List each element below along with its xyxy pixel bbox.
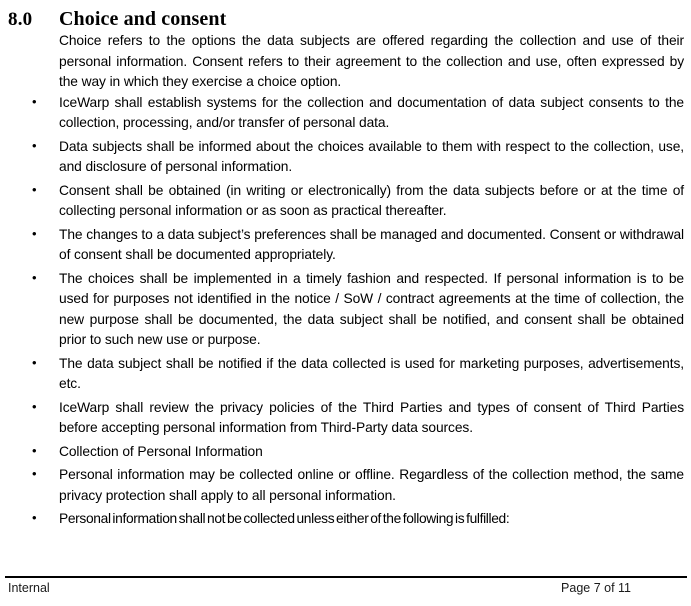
bullet-text: The changes to a data subject’s preferences shall be managed and documented. Consent or withdrawal of consent shall be documented appropriately. — [59, 226, 684, 262]
bullet-icon: • — [32, 269, 37, 285]
bullet-icon: • — [32, 510, 37, 525]
list-item — [32, 269, 684, 351]
section-number: 8.0 — [8, 9, 33, 30]
bullet-icon: • — [32, 442, 37, 458]
bullet-icon: • — [32, 181, 37, 197]
bullet-text: Collection of Personal Information — [59, 443, 263, 459]
section-content — [32, 31, 684, 533]
bullet-icon: • — [32, 93, 37, 109]
bullet-icon: • — [32, 466, 37, 481]
footer-classification: Internal — [8, 581, 50, 595]
list-item — [32, 442, 684, 463]
page-footer — [5, 576, 687, 598]
footer-page-number: Page 7 of 11 — [561, 581, 631, 595]
list-item — [32, 93, 684, 134]
list-item — [32, 465, 684, 506]
bullet-text: IceWarp shall establish systems for the collection and documentation of data subject consents to the collection, processing, and/or transfer of personal data. — [59, 94, 684, 130]
bullet-text: Consent shall be obtained (in writing or electronically) from the data subjects before or at the time of collecting personal information or as soon as practical thereafter. — [59, 182, 684, 218]
bullet-text: Personal information shall not be collected unless either of the following is fulfilled: — [59, 511, 510, 526]
list-item — [32, 181, 684, 222]
bullet-icon: • — [32, 354, 37, 370]
bullet-text: Data subjects shall be informed about the choices available to them with respect to the collection, use, and disclosure of personal information. — [59, 138, 684, 174]
bullet-icon: • — [32, 225, 37, 241]
list-item — [32, 137, 684, 178]
footer-row — [5, 578, 687, 598]
list-item — [32, 225, 684, 266]
bullet-text: IceWarp shall review the privacy policies of the Third Parties and types of consent of Third Parties before accepting personal information from Third-Party data sources. — [59, 399, 684, 435]
bullet-list — [32, 93, 684, 530]
intro-paragraph: Choice refers to the options the data subjects are offered regarding the collection and use of their personal information. Consent refers to their agreement to the collection and use, often expressed by the way in which they exercise a choice option. — [59, 33, 684, 89]
bullet-text: Personal information may be collected online or offline. Regardless of the collection method, the same privacy protection shall apply to all personal information. — [59, 467, 684, 503]
list-item — [32, 509, 684, 530]
list-item — [32, 354, 684, 395]
list-item — [32, 398, 684, 439]
section-title: Choice and consent — [59, 8, 227, 30]
section-heading — [8, 8, 684, 31]
bullet-icon: • — [32, 137, 37, 153]
bullet-icon: • — [32, 398, 37, 414]
bullet-text: The choices shall be implemented in a timely fashion and respected. If personal information is to be used for purposes not identified in the notice / SoW / contract agreements at the time of collection, the new purpose shall be documented, the data subject shall be notified, and consent shall be obtained prior to such new use or purpose. — [59, 270, 684, 347]
bullet-text: The data subject shall be notified if the data collected is used for marketing purposes, advertisements, etc. — [59, 355, 684, 391]
